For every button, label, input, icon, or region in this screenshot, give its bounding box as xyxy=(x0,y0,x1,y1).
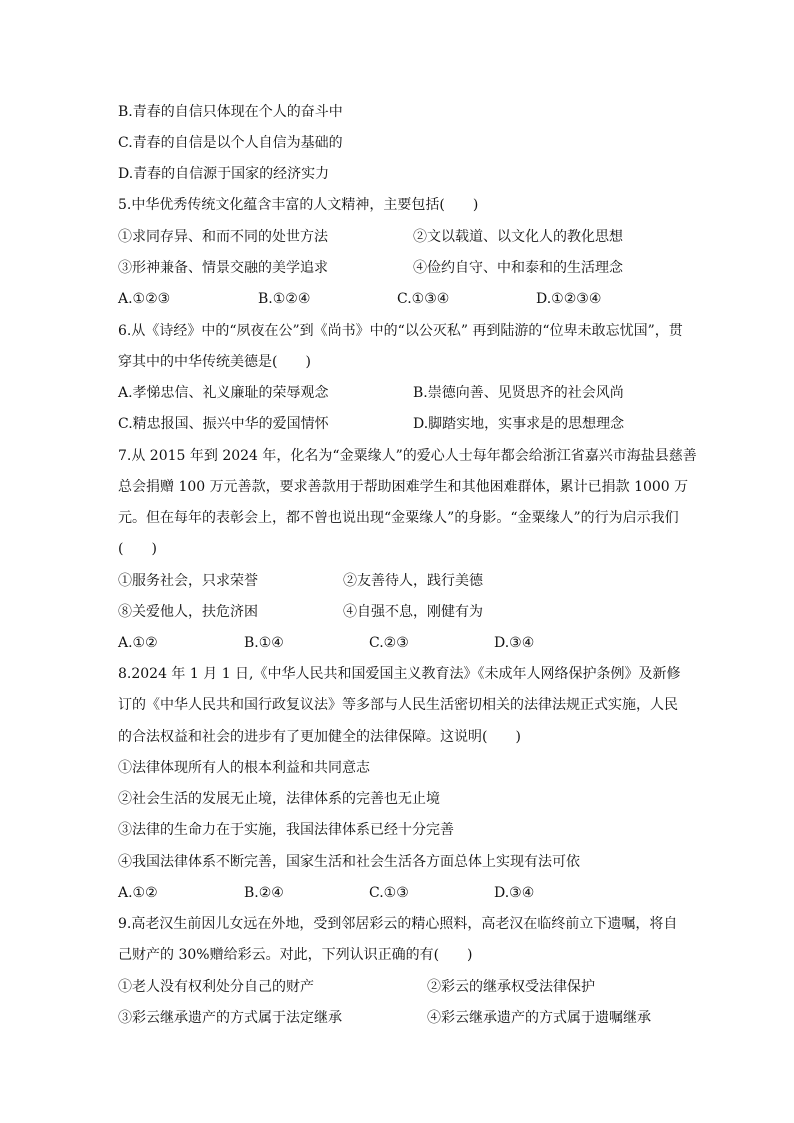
q8-stem-line-3: 的合法权益和社会的进步有了更加健全的法律保障。这说明( ) xyxy=(118,729,521,745)
q5-option-b: B.①②④ xyxy=(258,291,311,307)
q7-option-a: A.①② xyxy=(118,635,158,651)
q4-option-b: B.青春的自信只体现在个人的奋斗中 xyxy=(118,104,343,120)
q8-option-a: A.①② xyxy=(118,885,158,901)
q7-item-1: ①服务社会，只求荣誉 xyxy=(118,573,258,589)
q8-item-2: ②社会生活的发展无止境，法律体系的完善也无止境 xyxy=(118,791,440,807)
q5-option-d: D.①②③④ xyxy=(536,291,602,307)
q6-stem-line-1: 6.从《诗经》中的“夙夜在公”到《尚书》中的“以公灭私” 再到陆游的“位卑未敢忘忧国”，贯 xyxy=(118,323,683,339)
q4-option-c: C.青春的自信是以个人自信为基础的 xyxy=(118,135,343,151)
q7-item-3: ⑧关爱他人，扶危济困 xyxy=(118,604,258,620)
q9-item-4: ④彩云继承遗产的方式属于遗嘱继承 xyxy=(427,1010,651,1026)
q7-stem-line-4: ( ) xyxy=(118,541,157,557)
q9-item-3: ③彩云继承遗产的方式属于法定继承 xyxy=(118,1010,342,1026)
q7-stem-line-1: 7.从 2015 年到 2024 年，化名为“金粟缘人”的爱心人士每年都会给浙江省嘉兴市海盐县慈善 xyxy=(118,448,697,464)
q4-option-d: D.青春的自信源于国家的经济实力 xyxy=(118,166,330,182)
q8-stem-line-2: 订的《中华人民共和国行政复议法》等多部与人民生活密切相关的法律法规正式实施，人民 xyxy=(118,697,678,713)
q8-option-b: B.②④ xyxy=(244,885,284,901)
q8-item-3: ③法律的生命力在于实施，我国法律体系已经十分完善 xyxy=(118,822,454,838)
q6-stem-line-2: 穿其中的中华传统美德是( ) xyxy=(118,354,311,370)
q5-option-a: A.①②③ xyxy=(118,291,171,307)
q7-item-4: ④自强不息，刚健有为 xyxy=(343,604,483,620)
q7-option-d: D.③④ xyxy=(494,635,535,651)
q7-stem-line-3: 元。但在每年的表彰会上，都不曾也说出现“金粟缘人”的身影。“金粟缘人”的行为启示我们 xyxy=(118,510,679,526)
q7-option-c: C.②③ xyxy=(369,635,409,651)
q7-option-b: B.①④ xyxy=(244,635,284,651)
q6-option-a: A.孝悌忠信、礼义廉耻的荣辱观念 xyxy=(118,385,329,401)
q7-item-2: ②友善待人，践行美德 xyxy=(343,573,483,589)
q9-stem-line-1: 9.高老汉生前因儿女远在外地，受到邻居彩云的精心照料，高老汉在临终前立下遗嘱，将自 xyxy=(118,916,678,932)
q5-item-3: ③形神兼备、情景交融的美学追求 xyxy=(118,260,328,276)
q9-item-2: ②彩云的继承权受法律保护 xyxy=(427,979,595,995)
q8-option-c: C.①③ xyxy=(369,885,409,901)
q5-item-1: ①求同存异、和而不同的处世方法 xyxy=(118,229,328,245)
q5-stem: 5.中华优秀传统文化蕴含丰富的人文精神，主要包括( ) xyxy=(118,197,479,213)
q5-item-2: ②文以载道、以文化人的教化思想 xyxy=(413,229,623,245)
q7-stem-line-2: 总会捐赠 100 万元善款，要求善款用于帮助困难学生和其他困难群体，累计已捐款 1000 万 xyxy=(118,479,689,495)
q8-option-d: D.③④ xyxy=(494,885,535,901)
q9-stem-line-2: 己财产的 30%赠给彩云。对此，下列认识正确的有( ) xyxy=(118,947,473,963)
q6-option-c: C.精忠报国、振兴中华的爱国情怀 xyxy=(118,416,329,432)
q8-item-1: ①法律体现所有人的根本利益和共同意志 xyxy=(118,760,370,776)
q6-option-b: B.崇德向善、见贤思齐的社会风尚 xyxy=(413,385,624,401)
q9-item-1: ①老人没有权利处分自己的财产 xyxy=(118,979,314,995)
q8-item-4: ④我国法律体系不断完善，国家生活和社会生活各方面总体上实现有法可依 xyxy=(118,854,580,870)
q5-item-4: ④俭约自守、中和泰和的生活理念 xyxy=(413,260,623,276)
q8-stem-line-1: 8.2024 年 1 月 1 日,《中华人民共和国爱国主义教育法》《未成年人网络保护条例》及新修 xyxy=(118,666,681,682)
q6-option-d: D.脚踏实地，实事求是的思想理念 xyxy=(413,416,625,432)
q5-option-c: C.①③④ xyxy=(397,291,450,307)
